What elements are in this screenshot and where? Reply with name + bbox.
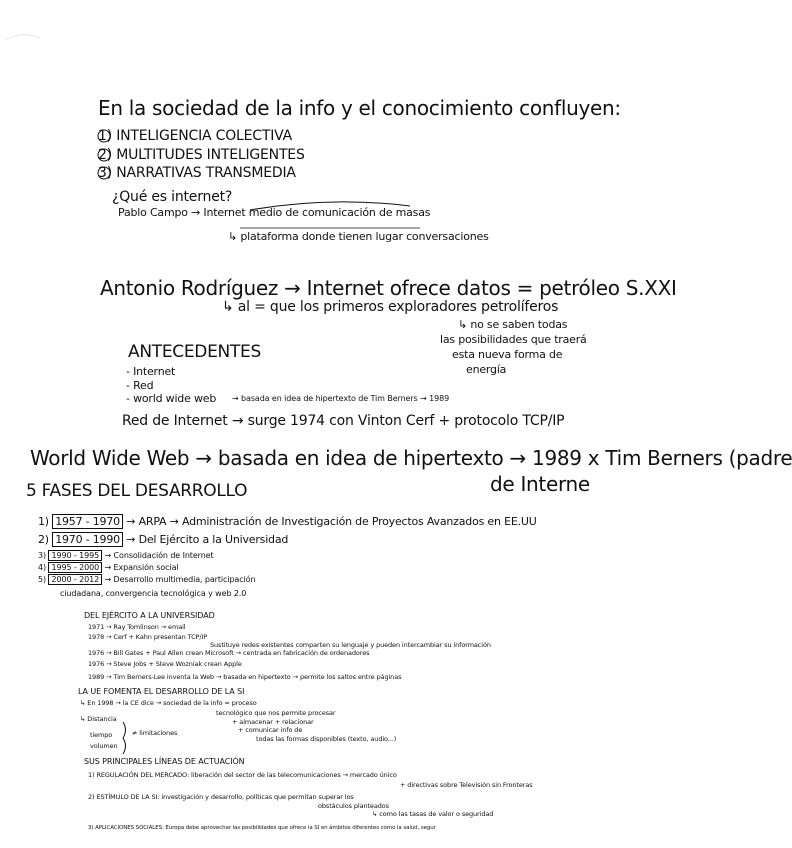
ue-line-2: tecnológico que nos permite procesar — [216, 709, 336, 717]
lineas-item-2b: obstáculos planteados — [318, 802, 389, 810]
antonio-line-3a: ↳ no se saben todas — [458, 318, 568, 331]
lineas-item-2c: ↳ como las tasas de valor o seguridad — [372, 810, 494, 818]
fase-1-num: 1) — [38, 515, 49, 528]
lineas-item-3: 3) APLICACIONES SOCIALES: Europa debe aprovechar las posibilidades que ofrece la SI en ámbitos diferentes como la salud, segur — [88, 825, 436, 831]
fase-1-years: 1957 - 1970 — [52, 514, 123, 529]
antonio-line-3b: las posibilidades que traerá — [440, 333, 587, 346]
ue-limitaciones: ≠ limitaciones — [132, 729, 178, 737]
fase-4-years: 1995 - 2000 — [48, 562, 102, 573]
ejercito-item-5: 1989 → Tim Berners-Lee inventa la Web → basada en hipertexto → permite los saltos entre páginas — [88, 673, 402, 681]
que-es-internet: ¿Qué es internet? — [112, 189, 233, 205]
fase-2-num: 2) — [38, 533, 49, 546]
ue-line-3: + almacenar + relacionar — [232, 718, 314, 726]
ejercito-item-1: 1971 → Ray Tomlinson → email — [88, 623, 186, 631]
antonio-line: Antonio Rodríguez → Internet ofrece datos = petróleo S.XXI — [100, 276, 677, 300]
antecedentes-item-2: - Red — [126, 379, 154, 392]
fase-5-num: 5) — [38, 575, 47, 584]
fases-title: 5 FASES DEL DESARROLLO — [26, 481, 248, 501]
ue-title: LA UE FOMENTA EL DESARROLLO DE LA SI — [78, 687, 245, 696]
confluyen-item-1: 1) INTELIGENCIA COLECTIVA — [98, 128, 293, 144]
ue-distancia: ↳ Distancia — [80, 715, 117, 723]
que-es-plataforma: ↳ plataforma donde tienen lugar conversaciones — [228, 230, 489, 243]
ue-line-1: ↳ En 1998 → la CE dice → sociedad de la info = proceso — [80, 699, 257, 707]
ejercito-gates-note: Sustituye redes existentes comparten su lenguaje y pueden intercambiar su información — [210, 641, 491, 649]
ejercito-item-4: 1976 → Steve Jobs + Steve Wozniak crean Apple — [88, 660, 242, 668]
antecedentes-item-1: - Internet — [126, 365, 176, 378]
ejercito-item-2: 1978 → Cerf + Kahn presentan TCP/IP — [88, 633, 208, 641]
antonio-line-3d: energía — [466, 363, 507, 376]
antonio-line-3c: esta nueva forma de — [452, 348, 563, 361]
fase-5 — [38, 576, 255, 584]
ue-volumen: volumen — [90, 742, 118, 750]
red-internet-line: Red de Internet → surge 1974 con Vinton Cerf + protocolo TCP/IP — [122, 413, 565, 429]
fase-5-years: 2000 - 2012 — [48, 574, 102, 585]
ejercito-title: DEL EJÉRCITO A LA UNIVERSIDAD — [84, 611, 215, 620]
fase-3-years: 1990 - 1995 — [48, 550, 102, 561]
ejercito-item-3: 1976 → Bill Gates + Paul Allen crean Microsoft → centrada en fabricación de ordenadores — [88, 649, 370, 657]
fase-4-text: → Expansión social — [104, 563, 179, 572]
ue-line-5: todas las formas disponibles (texto, audio...) — [256, 735, 397, 743]
www-big-line: World Wide Web → basada en idea de hipertexto → 1989 x Tim Berners (padre — [30, 446, 792, 470]
fase-2-text: → Del Ejército a la Universidad — [126, 533, 289, 546]
ue-tiempo: tiempo — [90, 731, 113, 739]
lineas-item-1: 1) REGULACIÓN DEL MERCADO: liberación del sector de las telecomunicaciones → mercado único — [88, 771, 397, 779]
fase-2-years: 1970 - 1990 — [52, 532, 123, 547]
www-big-line-2: de Interne — [490, 472, 590, 496]
lineas-title: SUS PRINCIPALES LÍNEAS DE ACTUACIÓN — [84, 757, 245, 766]
que-es-answer: Pablo Campo → Internet medio de comunicación de masas — [118, 206, 431, 219]
antecedentes-title: ANTECEDENTES — [128, 342, 261, 362]
www-arrow-note: → basada en idea de hipertexto de Tim Berners → 1989 — [232, 394, 450, 403]
antecedentes-item-3: - world wide web — [126, 392, 217, 405]
fase-1 — [38, 516, 537, 527]
confluyen-item-2: 2) MULTITUDES INTELIGENTES — [98, 147, 305, 163]
lineas-item-1b: + directivas sobre Televisión sin Fronteras — [400, 781, 533, 789]
confluyen-item-3: 3) NARRATIVAS TRANSMEDIA — [98, 165, 296, 181]
fase-1-text: → ARPA → Administración de Investigación de Proyectos Avanzados en EE.UU — [126, 515, 537, 528]
fase-2 — [38, 534, 288, 545]
heading: En la sociedad de la info y el conocimiento confluyen: — [98, 96, 621, 120]
fase-3-text: → Consolidación de Internet — [104, 551, 214, 560]
fase-3 — [38, 552, 214, 560]
lineas-item-2: 2) ESTÍMULO DE LA SI: investigación y desarrollo, políticas que permitan superar los — [88, 793, 354, 801]
fase-3-num: 3) — [38, 551, 47, 560]
fase-4-num: 4) — [38, 563, 47, 572]
antonio-line-2: ↳ al = que los primeros exploradores petrolíferos — [222, 299, 559, 315]
ue-line-4: + comunicar info de — [238, 726, 303, 734]
fase-5-text: → Desarrollo multimedia, participación — [104, 575, 256, 584]
fase-5-cont: ciudadana, convergencia tecnológica y web 2.0 — [60, 589, 247, 598]
fase-4 — [38, 564, 179, 572]
